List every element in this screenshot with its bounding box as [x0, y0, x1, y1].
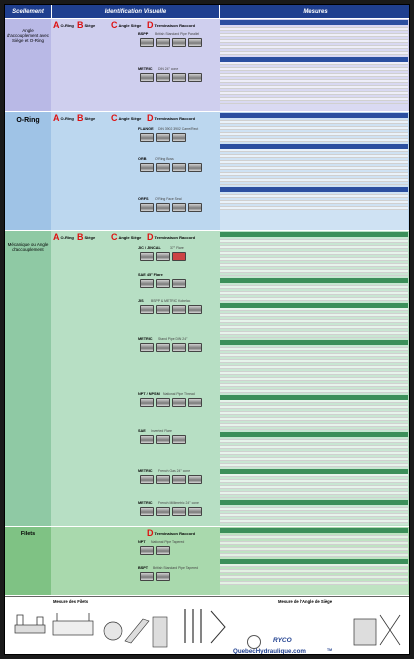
npt-fittings	[140, 398, 202, 409]
sub-jis-code: JIS	[138, 299, 144, 303]
footer-thread-title: Mesure des Filets	[53, 599, 89, 604]
col-b-head-3: B Siège	[77, 232, 96, 242]
sub-jis-name: BSPP & METRIC Kobelco	[151, 299, 191, 303]
section-oring-title: O-Ring	[16, 117, 40, 124]
sub-flange-code: FLANGE	[138, 127, 154, 131]
sub-metric-code: METRIC	[138, 67, 153, 71]
col-c-head-2: C Angle Siège	[111, 113, 142, 123]
sub-orfs-name: O'Ring Face Seal	[155, 197, 182, 201]
sub-french-gas-name: French Gas 24° cone	[158, 469, 191, 473]
sub-sae-inv-name: Inverted Flare	[151, 429, 172, 433]
col-d-head: D Terminaison Raccord	[147, 20, 196, 30]
col-a-head-2: A O-Ring	[53, 113, 74, 123]
header-identification: Identification Visuelle	[52, 5, 219, 18]
col-d-head-2: D Terminaison Raccord	[147, 113, 196, 123]
measures-seat-oring	[220, 20, 408, 111]
orfs-fittings	[140, 203, 202, 214]
section-mechanical-label-bg	[5, 231, 51, 526]
measures-oring	[220, 113, 408, 230]
ryco-logo: RYCO	[273, 637, 292, 644]
col-b-head: B Siège	[77, 20, 96, 30]
french-gas-fittings	[140, 475, 202, 486]
sub-metric-name: DIN 24° cone	[158, 67, 179, 71]
sub-npt-tapered-name: National Pipe Tapered	[151, 540, 185, 544]
sub-french-gas-code: METRIC	[138, 469, 153, 473]
footer	[5, 596, 410, 655]
sub-flange-name: DIN 3902 3902 Carre/Rect	[158, 127, 199, 131]
sub-bspt-name: British Standard Pipe Tapered	[153, 566, 198, 570]
col-d-head-3: D Terminaison Raccord	[147, 232, 196, 242]
header-mesures: Mesures	[220, 5, 410, 18]
col-a-head: A O-Ring	[53, 20, 74, 30]
metric-standpipe-fittings	[140, 343, 202, 354]
jic-fittings	[140, 252, 186, 263]
footer-seat-angle-title: Mesure de l'Angle de Siège	[278, 599, 333, 604]
metric-fittings	[140, 73, 202, 84]
col-a-head-3: A O-Ring	[53, 232, 74, 242]
company-logo	[247, 635, 261, 649]
header-scellement: Scellement	[5, 5, 51, 18]
sub-orb-code: ORB	[138, 157, 147, 161]
sub-sae-inv-code: SAE	[138, 429, 146, 433]
sub-npt-code: NPT / NPSM	[138, 392, 160, 396]
sub-jic-name: 37° Flare	[170, 246, 184, 250]
sae-inv-fittings	[140, 435, 186, 446]
sub-orb-name: O'Ring Boss	[155, 157, 174, 161]
flange-fittings	[140, 133, 186, 144]
french-mm-fittings	[140, 507, 202, 518]
bspt-fittings	[140, 572, 170, 583]
section-mechanical-label: Mécanique ou Angle d'accouplement	[7, 242, 49, 252]
npt-tapered-fittings	[140, 546, 170, 557]
sae45-fittings	[140, 279, 186, 290]
orb-fittings	[140, 163, 202, 174]
seat-gauge-illustrations	[181, 607, 233, 647]
sub-bspt-code: BSPT	[138, 566, 149, 570]
sub-bspp-code: BSPP	[138, 32, 149, 36]
jis-fittings	[140, 305, 202, 316]
sub-npt-tapered-code: NPT	[138, 540, 146, 544]
bspp-fittings	[140, 38, 202, 49]
sub-metric-standpipe-name: Stand Pipe DIN 24°	[158, 337, 188, 341]
sub-french-mm-code: METRIC	[138, 501, 153, 505]
col-b-head-2: B Siège	[77, 113, 96, 123]
angle-gauge-illustration	[350, 609, 406, 651]
section-seat-oring-label: Angle d'accouplement avec Siège et O-Ring	[6, 28, 50, 43]
fitting-identification-poster	[4, 4, 410, 655]
sub-bspp-name: British Standard Pipe Parallel	[155, 32, 200, 36]
trademark: TM	[327, 648, 333, 652]
website-url: QuebecHydraulique.com	[233, 648, 306, 655]
sub-french-mm-name: French Millimetric 24° cone	[158, 501, 199, 505]
col-d-head-4: D Terminaison Raccord	[147, 528, 196, 538]
measures-threads	[220, 528, 408, 595]
section-threads-title: Filets	[20, 531, 36, 537]
sub-sae45-code: SAE 45° Flare	[138, 273, 163, 277]
measures-mechanical	[220, 232, 408, 525]
section-oring-label-bg	[5, 112, 51, 230]
sub-metric-standpipe-code: METRIC	[138, 337, 153, 341]
col-c-head-3: C Angle Siège	[111, 232, 142, 242]
sub-jic-code: JIC / JINCAL	[138, 246, 161, 250]
sub-npt-name: National Pipe Thread	[163, 392, 195, 396]
caliper-illustrations	[13, 611, 173, 653]
sub-orfs-code: ORFS	[138, 197, 149, 201]
col-c-head: C Angle Siège	[111, 20, 142, 30]
